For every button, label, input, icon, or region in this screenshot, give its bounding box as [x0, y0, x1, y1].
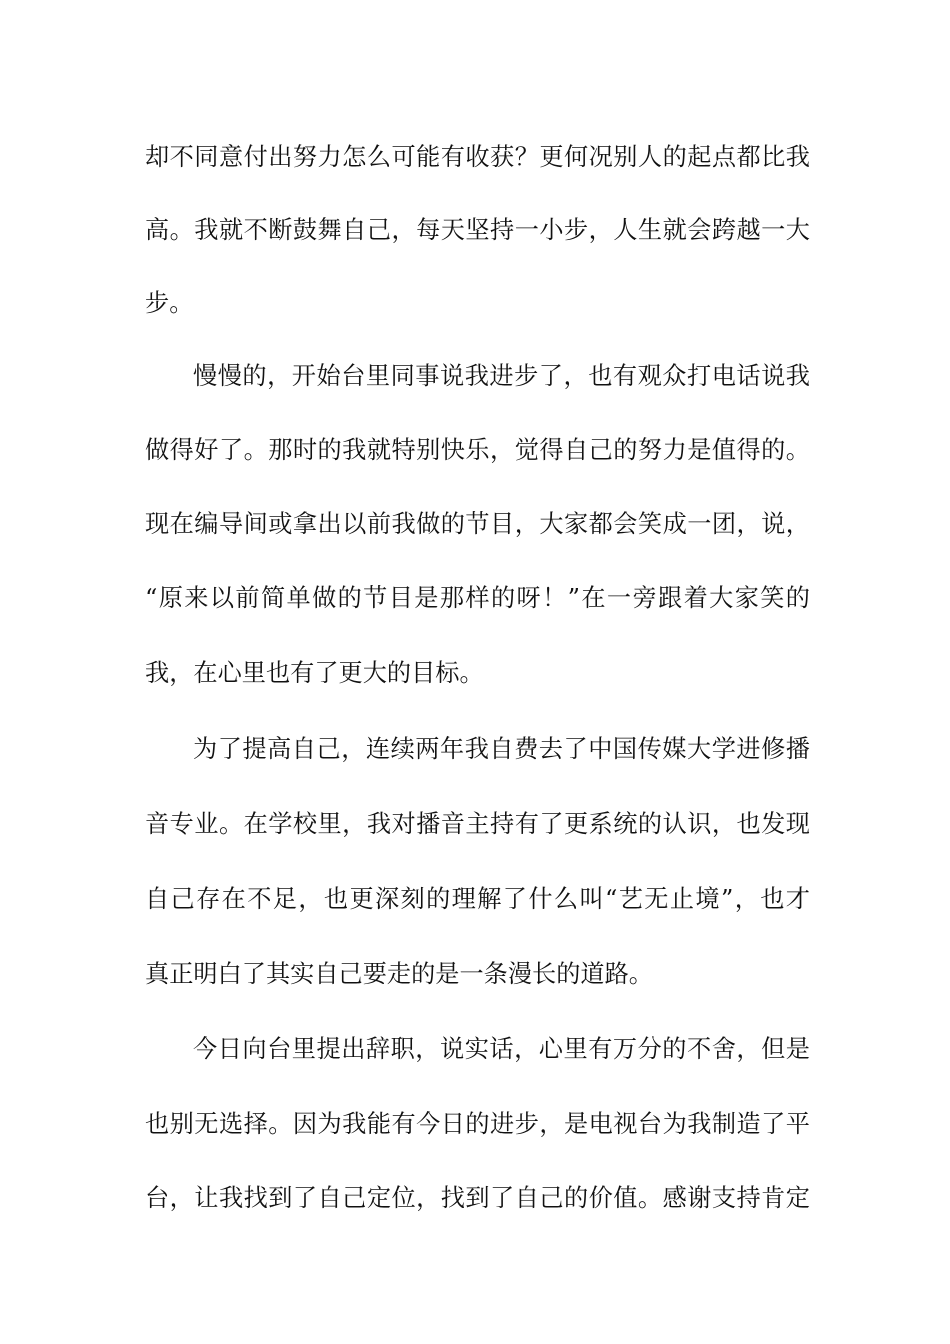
text-line-2: 高。我就不断鼓舞自己，每天坚持一小步，人生就会跨越一大 — [145, 216, 810, 244]
text-line-8: 我，在心里也有了更大的目标。 — [145, 659, 484, 687]
text-line-1: 却不同意付出努力怎么可能有收获？更何况别人的起点都比我 — [145, 143, 810, 171]
text-line-5: 做得好了。那时的我就特别快乐，觉得自己的努力是值得的。 — [145, 436, 810, 464]
text-line-11: 自己存在不足，也更深刻的理解了什么叫“艺无止境”，也才 — [145, 885, 810, 913]
text-line-6: 现在编导间或拿出以前我做的节目，大家都会笑成一团，说， — [145, 510, 810, 538]
text-line-4: 慢慢的，开始台里同事说我进步了，也有观众打电话说我 — [193, 362, 810, 390]
text-line-15: 台，让我找到了自己定位，找到了自己的价值。感谢支持肯定 — [145, 1184, 810, 1212]
text-line-13: 今日向台里提出辞职，说实话，心里有万分的不舍，但是 — [193, 1035, 810, 1063]
text-line-7: “原来以前简单做的节目是那样的呀！”在一旁跟着大家笑的 — [145, 584, 810, 612]
text-line-14: 也别无选择。因为我能有今日的进步，是电视台为我制造了平 — [145, 1110, 810, 1138]
text-line-3: 步。 — [145, 289, 194, 317]
text-line-12: 真正明白了其实自己要走的是一条漫长的道路。 — [145, 960, 653, 988]
text-line-9: 为了提高自己，连续两年我自费去了中国传媒大学进修播 — [193, 735, 810, 763]
text-line-10: 音专业。在学校里，我对播音主持有了更系统的认识，也发现 — [145, 810, 810, 838]
